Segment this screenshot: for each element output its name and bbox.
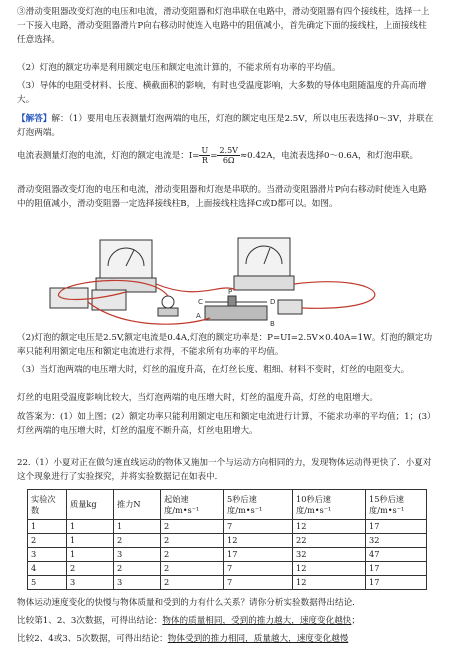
paragraph-current-formula	[17, 146, 435, 165]
label-b: B	[270, 320, 275, 328]
table-cell: 3	[67, 576, 114, 590]
rheostat-icon	[205, 306, 267, 320]
paragraph-solution-1	[17, 112, 435, 140]
table-cell: 12	[224, 534, 293, 548]
table-cell: 7	[224, 562, 293, 576]
table-cell: 2	[28, 534, 67, 548]
ammeter-icon	[238, 238, 290, 276]
table-cell: 12	[293, 576, 366, 590]
paragraph-solution-3b: 灯丝的电阻受温度影响比较大，当灯泡两端的电压增大时，灯丝的温度升高，灯丝的电阻增大。	[17, 393, 378, 403]
question-22: 22.（1）小夏对正在做匀速直线运动的物体又施加一个与运动方向相同的力，发现物体运动得更快了．小夏对这个现象进行了实验探究，并将实验数据记在如表中．	[17, 458, 432, 482]
table-cell: 1	[67, 520, 114, 534]
solution-tag: 【解答】	[17, 114, 52, 124]
header-speed-10s: 10秒后速度/m•s⁻¹	[293, 490, 366, 520]
table-cell: 2	[114, 534, 161, 548]
table-cell: 1	[67, 534, 114, 548]
conclusion-2-answer: 物体受到的推力相同，质量越大，速度变化越慢	[167, 634, 349, 644]
table-cell: 1	[28, 520, 67, 534]
table-cell: 3	[114, 576, 161, 590]
voltmeter-icon	[100, 240, 152, 278]
formula-resistance: 6Ω	[222, 156, 235, 165]
table-cell: 5	[28, 576, 67, 590]
table-cell: 7	[224, 520, 293, 534]
table-row	[28, 576, 427, 590]
table-cell: 17	[224, 548, 293, 562]
table-cell: 17	[366, 520, 427, 534]
table-header-row	[28, 490, 427, 520]
label-p: P	[228, 288, 233, 296]
conclusion-1-lead: 比较第1、2、3次数据，可得出结论：	[17, 616, 163, 626]
header-speed-5s: 5秒后速度/m•s⁻¹	[224, 490, 293, 520]
table-cell: 2	[161, 534, 224, 548]
header-mass: 质量kg	[67, 490, 114, 520]
question-prompt: 物体运动速度变化的快慢与物体质量和受到的力有什么关系？请你分析实验数据得出结论．	[17, 598, 361, 608]
table-cell: 12	[293, 562, 366, 576]
table-cell: 2	[114, 562, 161, 576]
formula-equals: =	[210, 151, 218, 161]
header-force: 推力N	[114, 490, 161, 520]
paragraph-analysis-resistance: （3）导体的电阻受材料、长度、横截面积的影响，有时也受温度影响，大多数的导体电阻随温度的升高而增大。	[17, 81, 427, 105]
table-cell: 1	[67, 548, 114, 562]
table-row	[28, 520, 427, 534]
switch-icon	[278, 300, 302, 314]
conclusion-1-end: ；	[351, 616, 360, 626]
circuit-figure	[30, 232, 420, 328]
formula-r: R	[201, 156, 208, 165]
paragraph-rheostat: 滑动变阻器改变灯泡的电压和电流，滑动变阻器和灯泡是串联的。当滑动变阻器滑片P向右移动时使连入电路中的阻值减小，滑动变阻器一定选择接线柱B，上面接线柱选择C或D都可以。如图。	[17, 185, 427, 209]
bulb-icon	[162, 296, 174, 308]
header-start-speed: 起始速度/m•s⁻¹	[161, 490, 224, 520]
table-cell: 32	[293, 548, 366, 562]
conclusion-2	[17, 632, 435, 646]
table-cell: 4	[28, 562, 67, 576]
formula-values	[217, 146, 240, 165]
table-cell: 22	[293, 534, 366, 548]
paragraph-analysis-3: ③滑动变阻器改变灯泡的电压和电流，滑动变阻器和灯泡串联在电路中，滑动变阻器有四个接线柱，选择一上一下接入电路，滑动变阻器滑片P向右移动时使连入电路中的阻值减小，首先确定下面的接线柱，上面接线柱任意选择。	[17, 7, 430, 45]
table-cell: 2	[161, 576, 224, 590]
label-a: A	[196, 312, 201, 320]
label-d: D	[270, 298, 276, 306]
table-cell: 2	[161, 548, 224, 562]
table-cell: 2	[161, 520, 224, 534]
formula-lead-text: 电流表测量灯泡的电流，灯泡的额定电流是：I=	[17, 151, 200, 161]
header-trial: 实验次数	[28, 490, 67, 520]
formula-voltage: 2.5V	[219, 146, 238, 155]
table-cell: 1	[114, 520, 161, 534]
conclusion-2-lead: 比较2、4或3、5次数据，可得出结论：	[17, 634, 168, 644]
battery-icon	[50, 288, 88, 308]
table-cell: 3	[114, 548, 161, 562]
table-cell: 17	[366, 576, 427, 590]
conclusion-1	[17, 614, 435, 628]
conclusion-1-answer: 物体的质量相同，受到的推力越大，速度变化越快	[162, 616, 352, 626]
paragraph-answer: 故答案为：(1）如上图；(2）额定功率只能利用额定电压和额定电流进行计算，不能求功率的平均值；1；(3）灯丝两端的电压增大时，灯丝的温度不断升高，灯丝电阻增大。	[17, 412, 432, 436]
table-cell: 2	[161, 562, 224, 576]
solution-1-text: 解：（1）要用电压表测量灯泡两端的电压，灯泡的额定电压是2.5V，所以电压表选择0～3V，并联在灯泡两端。	[17, 114, 434, 138]
table-row	[28, 548, 427, 562]
paragraph-analysis-power: （2）灯泡的额定功率是利用额定电压和额定电流计算的，不能求所有功率的平均值。	[17, 63, 341, 73]
table-row	[28, 534, 427, 548]
table-cell: 47	[366, 548, 427, 562]
formula-u-over-r	[199, 146, 210, 165]
experiment-table	[27, 489, 427, 590]
formula-u: U	[201, 146, 209, 155]
paragraph-solution-2: （2)灯泡的额定电压是2.5V,额定电流是0.4A,灯泡的额定功率是：P=UI=2.5V×0.40A=1W。灯泡的额定功率只能利用额定电压和额定电流进行求得，不能求所有功率的平均值。	[17, 333, 433, 357]
table-cell: 12	[293, 520, 366, 534]
table-cell: 7	[224, 576, 293, 590]
header-speed-15s: 15秒后速度/m•s⁻¹	[366, 490, 427, 520]
formula-trail-text: ≈0.42A，电流表选择0～0.6A，和灯泡串联。	[239, 151, 419, 161]
table-cell: 32	[366, 534, 427, 548]
table-cell: 17	[366, 562, 427, 576]
paragraph-solution-3: （3）当灯泡两端的电压增大时，灯丝的温度升高，在灯丝长度、粗细、材料不变时，灯丝的电阻变大。	[17, 365, 410, 375]
label-c: C	[198, 298, 203, 306]
table-cell: 2	[67, 562, 114, 576]
table-cell: 3	[28, 548, 67, 562]
table-row	[28, 562, 427, 576]
